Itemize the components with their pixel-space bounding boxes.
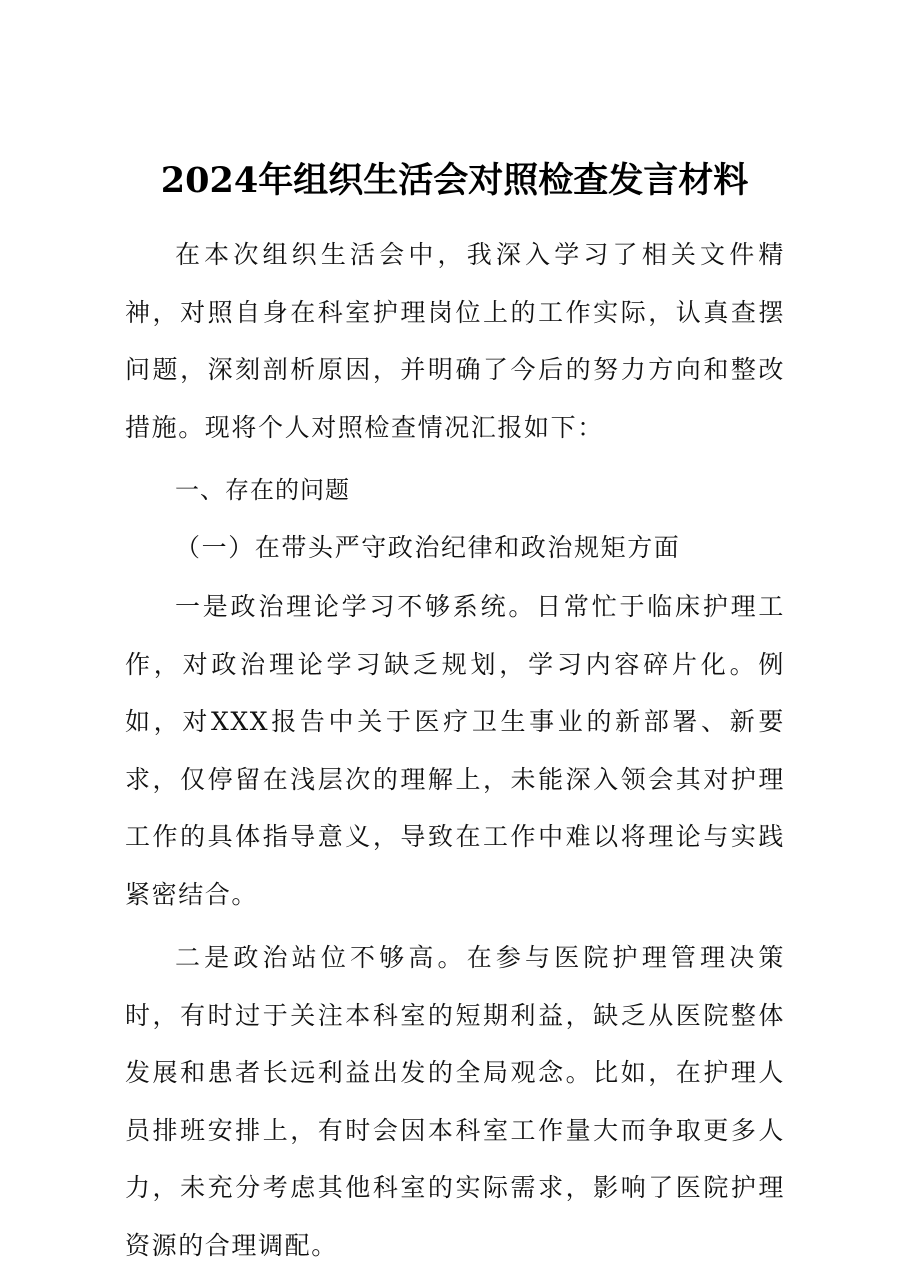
subsection-heading-political-discipline: （一）在带头严守政治纪律和政治规矩方面 <box>175 533 681 562</box>
point-two-paragraph: 二是政治站位不够高。在参与医院护理管理决策时，有时过于关注本科室的短期利益，缺乏从医院整体发展和患者长远利益出发的全局观念。比如，在护理人员排班安排上，有时会因本科室工作量大而争取更多人力，未充分考虑其他科室的实际需求，影响了医院护理资源的合理调配。 <box>125 943 785 1260</box>
intro-paragraph: 在本次组织生活会中，我深入学习了相关文件精神，对照自身在科室护理岗位上的工作实际，认真查摆问题，深刻剖析原因，并明确了今后的努力方向和整改措施。现将个人对照检查情况汇报如下： <box>125 240 785 442</box>
section-heading-problems: 一、存在的问题 <box>175 476 350 504</box>
document-body <box>125 226 785 1274</box>
point-one-paragraph: 一是政治理论学习不够系统。日常忙于临床护理工作，对政治理论学习缺乏规划，学习内容碎片化。例如，对XXX报告中关于医疗卫生事业的新部署、新要求，仅停留在浅层次的理解上，未能深入领会其对护理工作的具体指导意义，导致在工作中难以将理论与实践紧密结合。 <box>125 592 785 909</box>
document-title: 2024年组织生活会对照检查发言材料 <box>160 160 749 201</box>
